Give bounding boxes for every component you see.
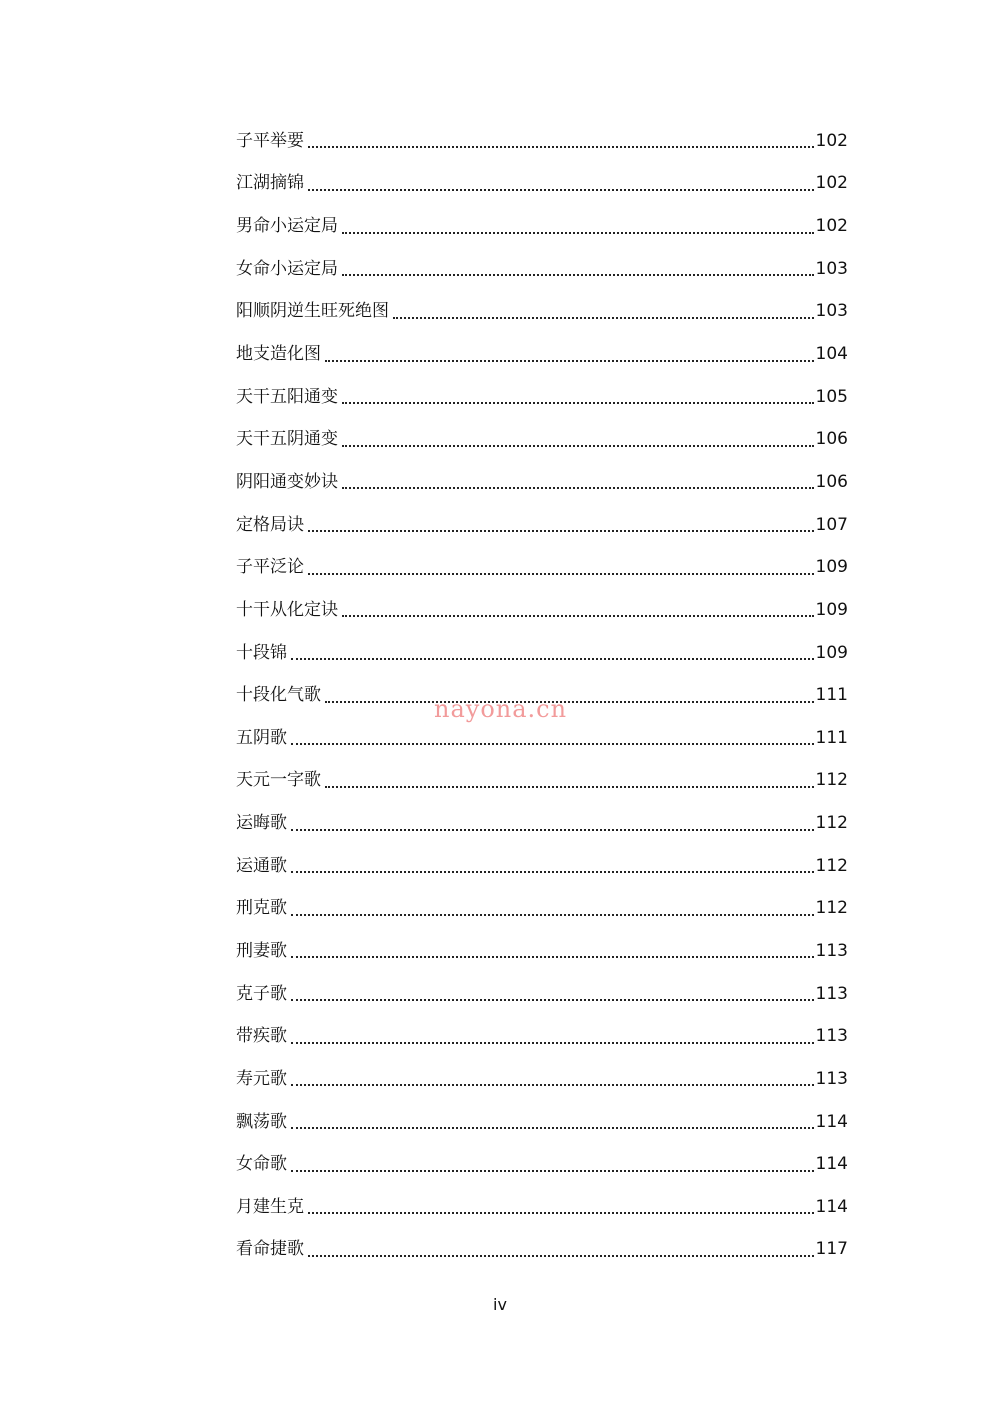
dot-leader <box>325 701 814 703</box>
toc-entry-page-number: 111 <box>815 685 848 706</box>
dot-leader <box>342 274 814 276</box>
toc-entry[interactable] <box>236 546 848 589</box>
toc-entry-title: 克子歌 <box>236 983 287 1004</box>
toc-entry-title: 男命小运定局 <box>236 216 338 237</box>
toc-entry-page-number: 107 <box>815 514 848 535</box>
dot-leader <box>291 1084 814 1086</box>
toc-entry[interactable] <box>236 802 848 845</box>
toc-entry-title: 带疾歌 <box>236 1026 287 1047</box>
toc-entry-page-number: 113 <box>815 1068 848 1089</box>
toc-entry-page-number: 109 <box>815 557 848 578</box>
dot-leader <box>342 445 814 447</box>
toc-entry-title: 运晦歌 <box>236 813 287 834</box>
toc-entry-title: 地支造化图 <box>236 344 321 365</box>
toc-entry-title: 运通歌 <box>236 855 287 876</box>
dot-leader <box>325 360 814 362</box>
toc-entry[interactable] <box>236 461 848 504</box>
dot-leader <box>308 146 814 148</box>
toc-entry[interactable] <box>236 589 848 632</box>
toc-entry-title: 五阴歌 <box>236 727 287 748</box>
toc-entry-page-number: 111 <box>815 727 848 748</box>
page-number: iv <box>493 1295 507 1314</box>
toc-entry-title: 天元一字歌 <box>236 770 321 791</box>
toc-entry[interactable] <box>236 1186 848 1229</box>
dot-leader <box>342 402 814 404</box>
dot-leader <box>308 1255 814 1257</box>
toc-entry-page-number: 104 <box>815 344 848 365</box>
toc-entry-title: 十段化气歌 <box>236 685 321 706</box>
toc-entry-page-number: 103 <box>815 258 848 279</box>
toc-entry[interactable] <box>236 248 848 291</box>
toc-entry[interactable] <box>236 205 848 248</box>
dot-leader <box>308 189 814 191</box>
toc-entry-title: 飘荡歌 <box>236 1111 287 1132</box>
toc-entry-page-number: 113 <box>815 1026 848 1047</box>
toc-entry-title: 阴阳通变妙诀 <box>236 471 338 492</box>
watermark: nayona.cn <box>434 695 568 723</box>
toc-entry[interactable] <box>236 1101 848 1144</box>
toc-entry[interactable] <box>236 845 848 888</box>
toc-entry[interactable] <box>236 291 848 334</box>
dot-leader <box>291 1127 814 1129</box>
toc-entry[interactable] <box>236 930 848 973</box>
toc-entry-page-number: 113 <box>815 940 848 961</box>
toc-entry-title: 子平举要 <box>236 130 304 151</box>
toc-entry[interactable] <box>236 888 848 931</box>
toc-entry-page-number: 102 <box>815 130 848 151</box>
toc-entry-page-number: 102 <box>815 173 848 194</box>
toc-entry-title: 寿元歌 <box>236 1068 287 1089</box>
toc-entry-page-number: 112 <box>815 770 848 791</box>
toc-entry-page-number: 117 <box>815 1239 848 1260</box>
toc-entry-page-number: 113 <box>815 983 848 1004</box>
dot-leader <box>342 615 814 617</box>
toc-entry[interactable] <box>236 632 848 675</box>
dot-leader <box>308 530 814 532</box>
toc-entry[interactable] <box>236 376 848 419</box>
toc-entry[interactable] <box>236 973 848 1016</box>
dot-leader <box>291 1170 814 1172</box>
dot-leader <box>291 914 814 916</box>
toc-entry-page-number: 106 <box>815 471 848 492</box>
toc-entry[interactable] <box>236 1229 848 1272</box>
toc-entry-title: 十干从化定诀 <box>236 599 338 620</box>
toc-entry[interactable] <box>236 120 848 163</box>
toc-entry-title: 刑妻歌 <box>236 940 287 961</box>
dot-leader <box>291 999 814 1001</box>
toc-entry[interactable] <box>236 1143 848 1186</box>
toc-entry-title: 月建生克 <box>236 1196 304 1217</box>
toc-entry[interactable] <box>236 1015 848 1058</box>
toc-entry-page-number: 112 <box>815 855 848 876</box>
dot-leader <box>393 317 814 319</box>
dot-leader <box>308 1212 814 1214</box>
dot-leader <box>342 487 814 489</box>
toc-entry-page-number: 105 <box>815 386 848 407</box>
dot-leader <box>291 956 814 958</box>
toc-entry[interactable] <box>236 333 848 376</box>
toc-entry-page-number: 102 <box>815 216 848 237</box>
toc-entry-title: 天干五阴通变 <box>236 429 338 450</box>
toc-entry[interactable] <box>236 1058 848 1101</box>
toc-entry-title: 子平泛论 <box>236 557 304 578</box>
toc-entry-title: 女命小运定局 <box>236 258 338 279</box>
toc-entry-page-number: 114 <box>815 1111 848 1132</box>
toc-entry-page-number: 114 <box>815 1196 848 1217</box>
toc-entry-title: 定格局诀 <box>236 514 304 535</box>
toc-entry-title: 刑克歌 <box>236 898 287 919</box>
toc-entry-title: 十段锦 <box>236 642 287 663</box>
toc-entry[interactable] <box>236 418 848 461</box>
toc-entry-title: 天干五阳通变 <box>236 386 338 407</box>
toc-entry[interactable] <box>236 163 848 206</box>
dot-leader <box>291 658 814 660</box>
dot-leader <box>308 573 814 575</box>
toc-entry-page-number: 112 <box>815 898 848 919</box>
dot-leader <box>342 232 814 234</box>
toc-entry-title: 女命歌 <box>236 1154 287 1175</box>
toc-entry-page-number: 106 <box>815 429 848 450</box>
dot-leader <box>291 829 814 831</box>
dot-leader <box>291 743 814 745</box>
toc-entry[interactable] <box>236 717 848 760</box>
toc-entry-page-number: 112 <box>815 813 848 834</box>
dot-leader <box>291 1042 814 1044</box>
toc-entry-page-number: 114 <box>815 1154 848 1175</box>
dot-leader <box>325 786 814 788</box>
toc-entry-title: 看命捷歌 <box>236 1239 304 1260</box>
toc-entry-title: 江湖摘锦 <box>236 173 304 194</box>
toc-entry-page-number: 109 <box>815 642 848 663</box>
toc-entry[interactable] <box>236 760 848 803</box>
toc-entry-page-number: 103 <box>815 301 848 322</box>
toc-entry-title: 阳顺阴逆生旺死绝图 <box>236 301 389 322</box>
dot-leader <box>291 871 814 873</box>
toc-entry[interactable] <box>236 504 848 547</box>
toc-entry-page-number: 109 <box>815 599 848 620</box>
